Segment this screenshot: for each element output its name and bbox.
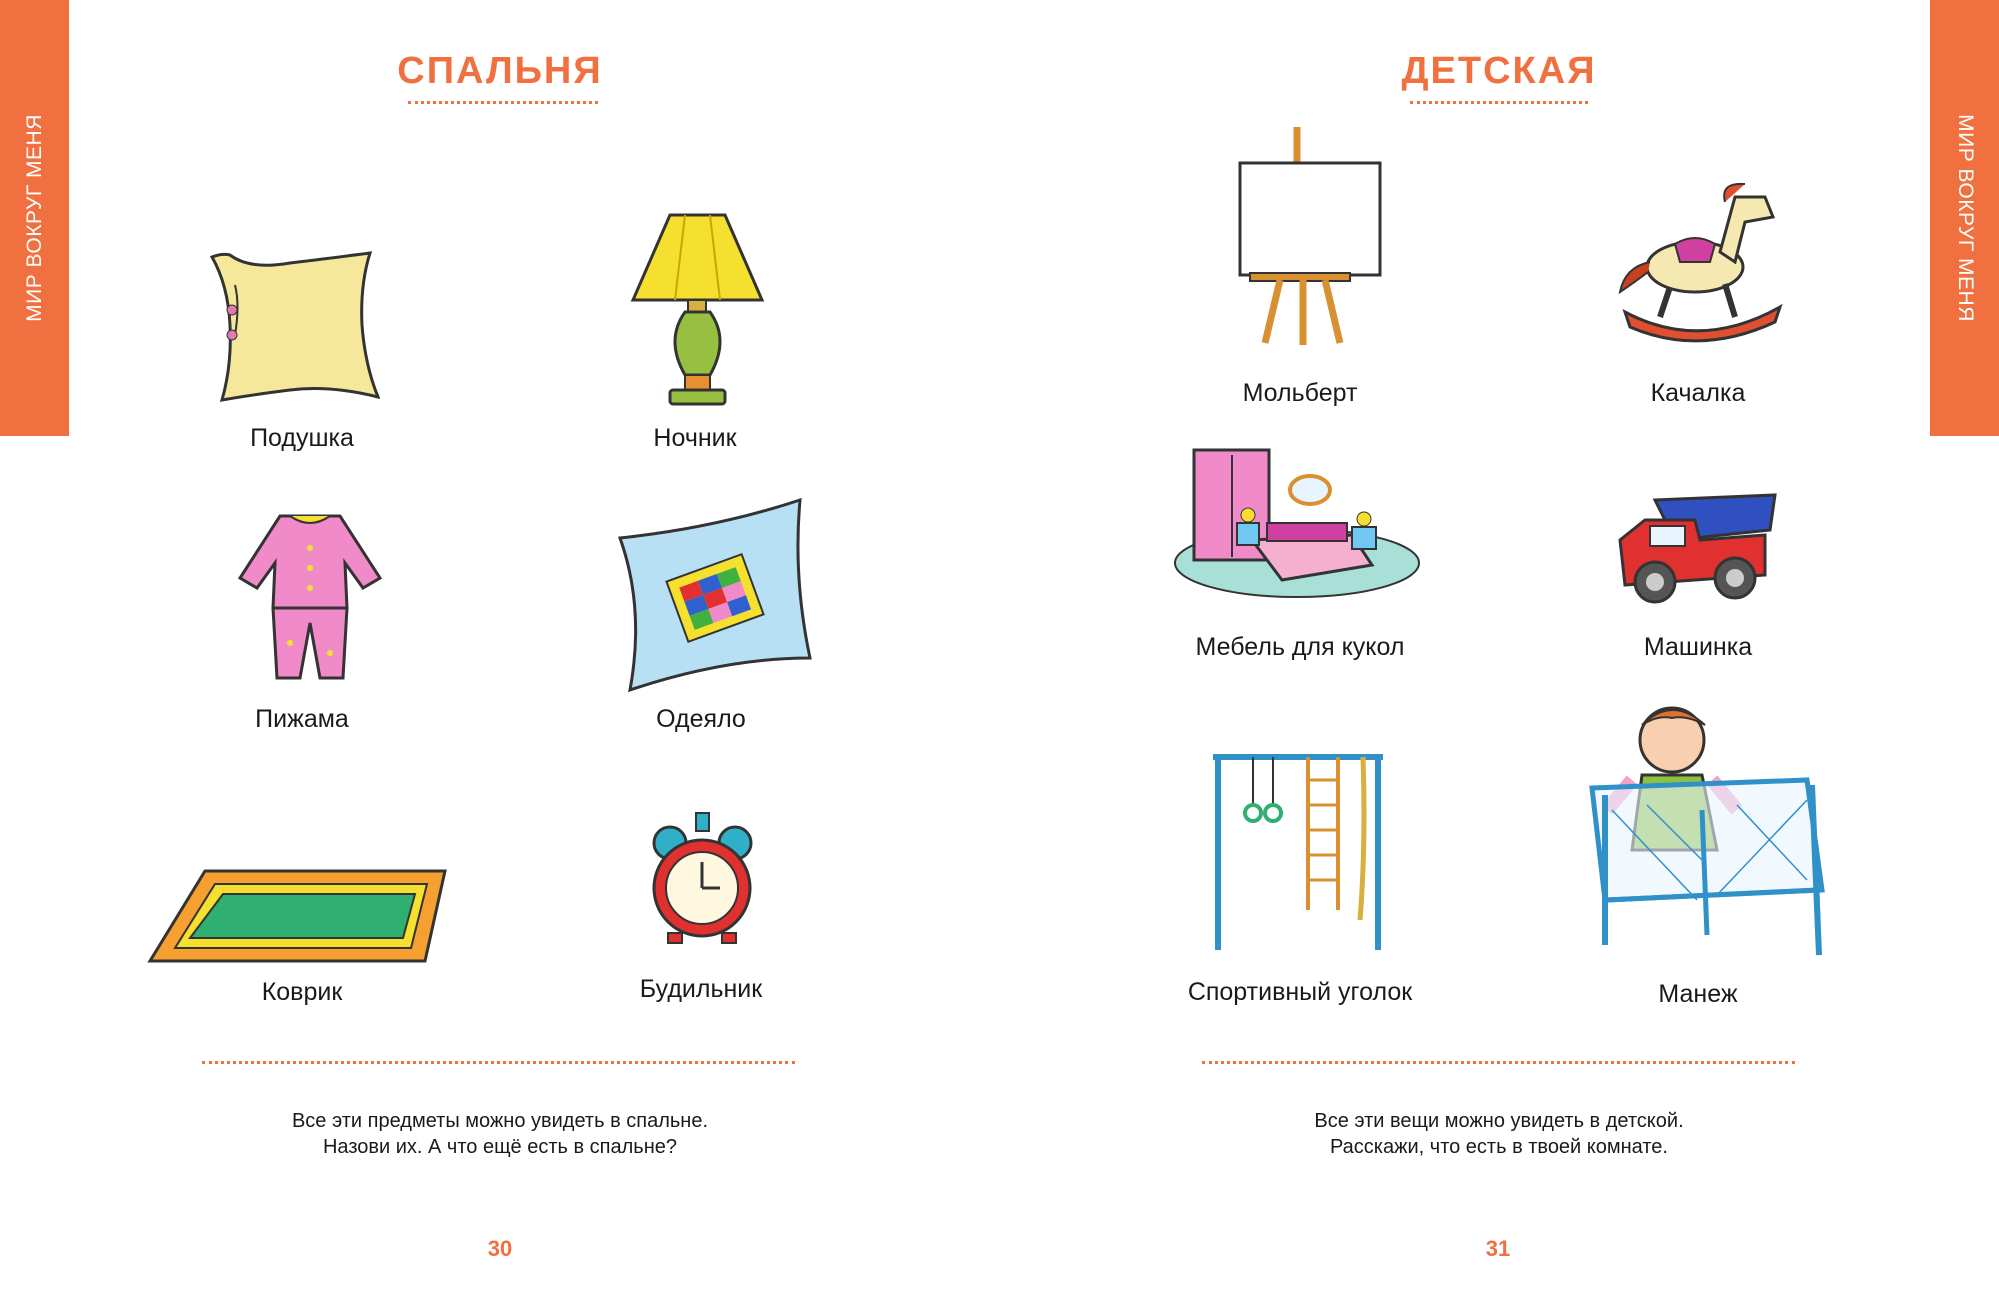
right-caption-line2: Расскажи, что есть в твоей комнате. (1330, 1136, 1668, 1158)
toy-truck-icon (1615, 490, 1777, 610)
running-header-tab-left (0, 0, 69, 436)
rocking-horse-illustration (1615, 172, 1785, 347)
right-caption (1199, 1108, 1799, 1160)
sports-corner-illustration (1208, 745, 1388, 955)
page-number-left: 30 (487, 1236, 513, 1261)
label-sports-corner: Спортивный уголок (1187, 978, 1413, 1006)
left-divider (202, 1061, 795, 1064)
left-caption-line1: Все эти предметы можно увидеть в спальне. (291, 1110, 709, 1132)
label-rocking-horse: Качалка (1650, 379, 1746, 407)
right-title-underline (1410, 101, 1588, 104)
easel-icon (1235, 125, 1385, 345)
left-page-title: СПАЛЬНЯ (397, 50, 603, 92)
pillow-icon (210, 245, 380, 405)
page-number-right: 31 (1485, 1236, 1511, 1261)
easel-illustration (1235, 125, 1385, 345)
running-header-right: МИР ВОКРУГ МЕНЯ (1953, 114, 1977, 322)
rocking-horse-icon (1615, 172, 1785, 347)
left-caption-line2: Назови их. А что ещё есть в спальне? (322, 1136, 677, 1158)
rug-illustration (145, 866, 455, 966)
alarm-clock-illustration (650, 808, 755, 948)
left-title-underline (408, 101, 598, 104)
playpen-icon (1587, 700, 1827, 965)
label-pillow: Подушка (250, 424, 354, 452)
label-playpen: Манеж (1658, 980, 1738, 1008)
right-divider (1202, 1061, 1795, 1064)
label-doll-furniture: Мебель для кукол (1195, 633, 1405, 661)
right-page-title: ДЕТСКАЯ (1401, 50, 1597, 92)
label-pajamas: Пижама (255, 705, 349, 733)
right-caption-line1: Все эти вещи можно увидеть в детской. (1314, 1110, 1684, 1132)
toy-truck-illustration (1615, 490, 1777, 610)
running-header-tab-right (1930, 0, 1999, 436)
doll-furniture-illustration (1172, 445, 1422, 600)
sports-corner-icon (1208, 745, 1388, 955)
pillow-illustration (210, 245, 380, 405)
label-blanket: Одеяло (656, 705, 746, 733)
playpen-illustration (1587, 700, 1827, 965)
rug-icon (145, 866, 455, 966)
label-easel: Мольберт (1242, 379, 1358, 407)
night-lamp-illustration (630, 210, 765, 410)
label-toy-truck: Машинка (1643, 633, 1753, 661)
label-night-lamp: Ночник (653, 424, 737, 452)
night-lamp-icon (630, 210, 765, 410)
pajamas-icon (235, 508, 385, 683)
pajamas-illustration (235, 508, 385, 683)
blanket-icon (615, 498, 815, 693)
blanket-illustration (615, 498, 815, 693)
left-caption (200, 1108, 800, 1160)
label-alarm-clock: Будильник (639, 975, 763, 1003)
alarm-clock-icon (650, 808, 755, 948)
running-header-left: МИР ВОКРУГ МЕНЯ (22, 114, 46, 322)
doll-furniture-icon (1172, 445, 1422, 600)
label-rug: Коврик (261, 978, 343, 1006)
